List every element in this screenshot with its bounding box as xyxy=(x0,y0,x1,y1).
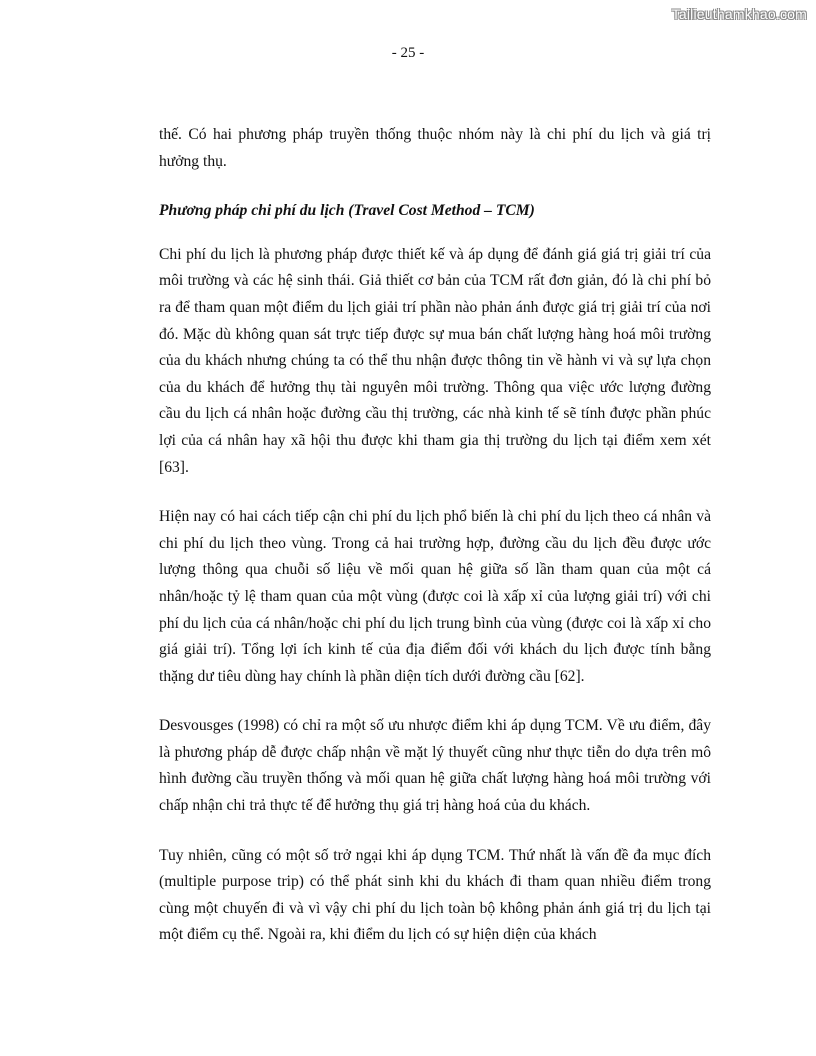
document-body xyxy=(159,122,711,972)
paragraph-limitations: Tuy nhiên, cũng có một số trở ngại khi áp dụng TCM. Thứ nhất là vấn đề đa mục đích (multiple purpose trip) có thể phát sinh khi du khách đi tham quan nhiều điểm trong cùng một chuyến đi và vì vậy chi phí du lịch toàn bộ không phản ánh giá trị du lịch tại một điểm cụ thể. Ngoài ra, khi điểm du lịch có sự hiện diện của khách xyxy=(159,846,711,944)
paragraph-approaches: Hiện nay có hai cách tiếp cận chi phí du lịch phổ biến là chi phí du lịch theo cá nhân và chi phí du lịch theo vùng. Trong cả hai trường hợp, đường cầu du lịch đều được ước lượng thông qua chuỗi số liệu về mối quan hệ giữa số lần tham quan của một cá nhân/hoặc tỷ lệ tham quan của một vùng (được coi là xấp xỉ của lượng giải trí) với chi phí du lịch của cá nhân/hoặc chi phí du lịch trung bình của vùng (được coi là xấp xỉ cho giá giải trí). Tổng lợi ích kinh tế của địa điểm đối với khách du lịch được tính bằng thặng dư tiêu dùng hay chính là phần diện tích dưới đường cầu [62]. xyxy=(159,508,711,685)
section-heading: Phương pháp chi phí du lịch (Travel Cost Method – TCM) xyxy=(159,202,535,220)
paragraph-advantages: Desvousges (1998) có chỉ ra một số ưu nhược điểm khi áp dụng TCM. Về ưu điểm, đây là phương pháp dễ được chấp nhận về mặt lý thuyết cũng như thực tiễn do dựa trên mô hình đường cầu truyền thống và mối quan hệ giữa chất lượng hàng hoá môi trường với chấp nhận chi trả thực tế để hưởng thụ giá trị hàng hoá của du khách. xyxy=(159,717,711,815)
page-number: - 25 - xyxy=(391,45,425,61)
watermark-text: Tailieuthamkhao.com xyxy=(671,6,807,22)
paragraph-tcm-definition: Chi phí du lịch là phương pháp được thiết kế và áp dụng để đánh giá giá trị giải trí của môi trường và các hệ sinh thái. Giả thiết cơ bản của TCM rất đơn giản, đó là chi phí bỏ ra để tham quan một điểm du lịch giải trí phần nào phản ánh được giá trị giải trí của nơi đó. Mặc dù không quan sát trực tiếp được sự mua bán chất lượng hàng hoá môi trường của du khách nhưng chúng ta có thể thu nhận được thông tin về hành vi và sự lựa chọn của du khách để hưởng thụ tài nguyên môi trường. Thông qua việc ước lượng đường cầu du lịch cá nhân hoặc đường cầu thị trường, các nhà kinh tế sẽ tính được phần phúc lợi của cá nhân hay xã hội thu được khi tham gia thị trường du lịch tại điểm xem xét [63]. xyxy=(159,245,711,476)
paragraph-intro: thế. Có hai phương pháp truyền thống thuộc nhóm này là chi phí du lịch và giá trị hưởng thụ. xyxy=(159,126,711,170)
